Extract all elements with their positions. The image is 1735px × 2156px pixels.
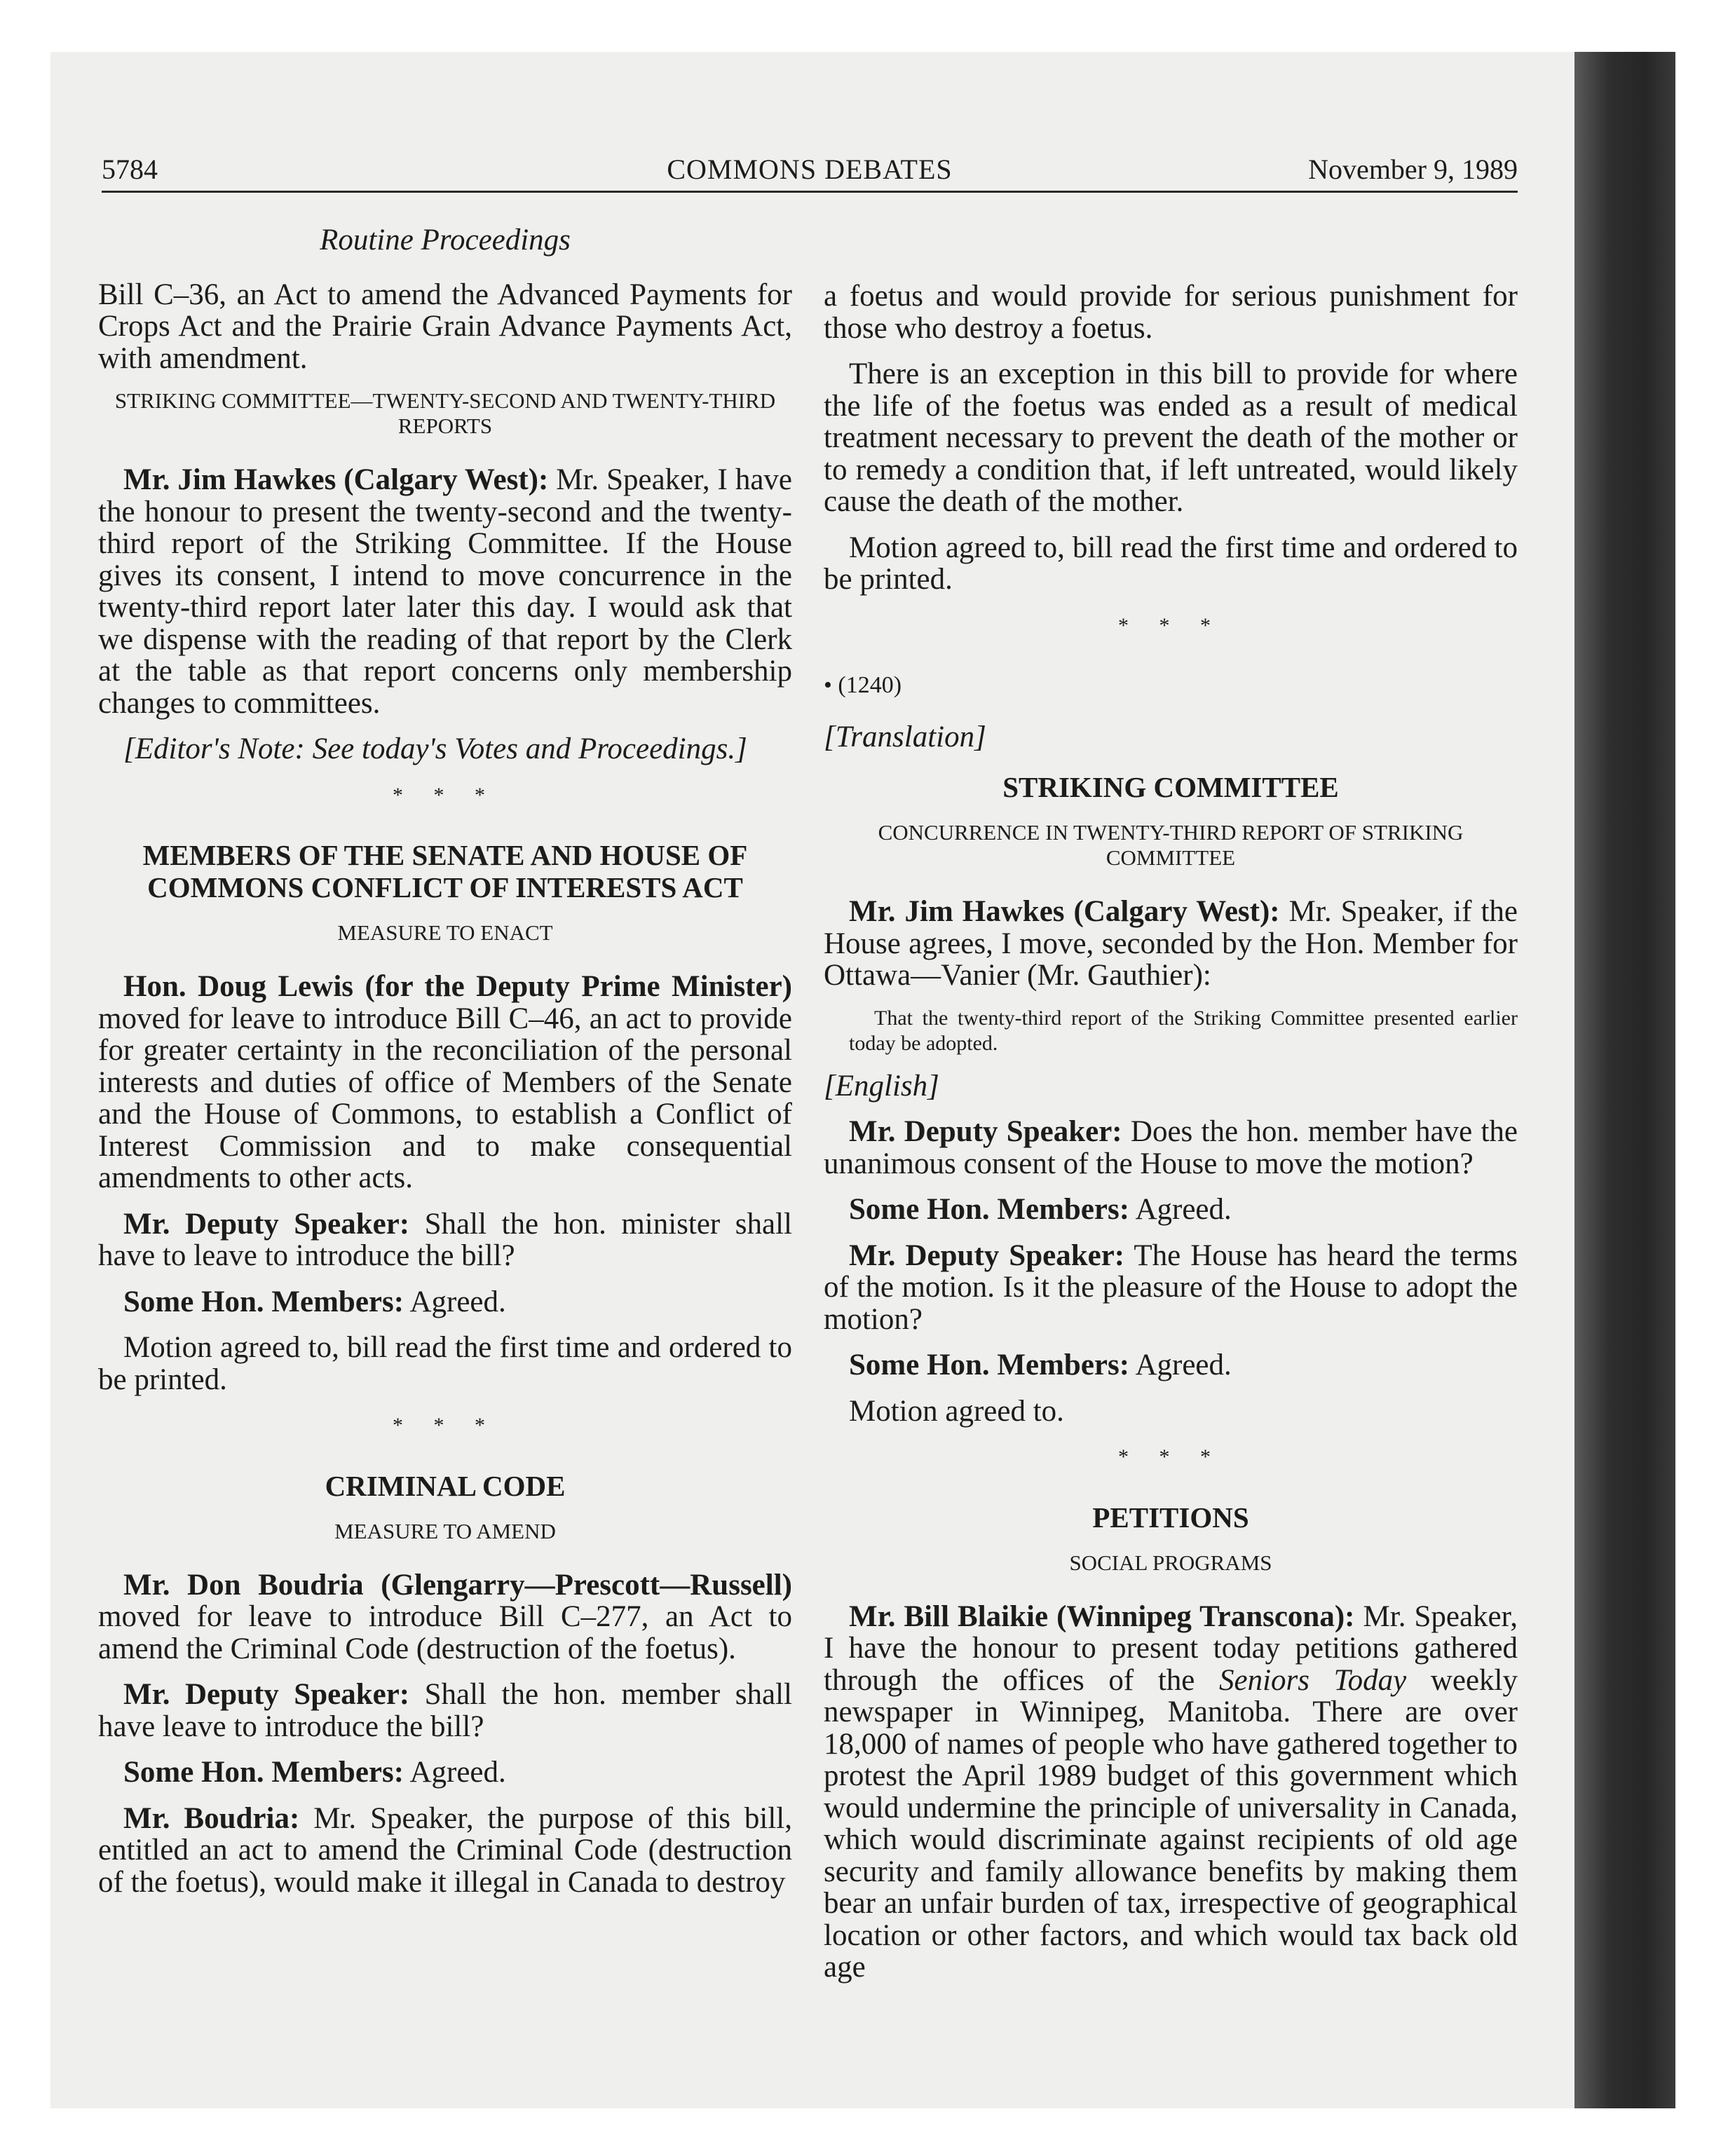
paragraph-lewis xyxy=(98,971,792,1194)
section-divider: * * * xyxy=(1118,1445,1223,1468)
section-divider: * * * xyxy=(1118,613,1223,637)
left-column xyxy=(98,224,792,1912)
paragraph-members xyxy=(98,1286,792,1318)
paragraph-members xyxy=(824,1349,1518,1381)
language-marker-english: [English] xyxy=(824,1069,939,1103)
page-binding-shadow xyxy=(1574,52,1675,2108)
speech-text: Agreed. xyxy=(404,1756,506,1789)
speech-text: Mr. Speaker, if the House agrees, I move, seconded by the Hon. Member for Ottawa—Vanier (Mr. Gauthier): xyxy=(824,895,1518,992)
subheading-concurrence: CONCURRENCE IN TWENTY-THIRD REPORT OF STRIKING COMMITTEE xyxy=(878,820,1464,870)
paragraph-exception: There is an exception in this bill to provide for where the life of the foetus was ended as a result of medical treatment necessary to prevent the death of the mother or to remedy a condition that, if left untreated, would likely cause the death of the mother. xyxy=(824,357,1518,518)
heading-petitions: PETITIONS xyxy=(1092,1501,1249,1534)
running-header xyxy=(102,149,1518,193)
speaker-name: Some Hon. Members: xyxy=(849,1193,1130,1226)
publication-name: Seniors Today xyxy=(1219,1663,1407,1697)
paragraph-deputy-speaker xyxy=(824,1240,1518,1336)
paragraph-boudria xyxy=(98,1569,792,1665)
speech-text: Mr. Speaker, I have the honour to present today petitions gathered through the offices of the xyxy=(824,1599,1518,1697)
speech-text: Mr. Speaker, the purpose of this bill, entitled an act to amend the Criminal Code (destruction of the foetus), would make it illegal in Canada to destroy xyxy=(98,1801,792,1899)
speaker-name: Some Hon. Members: xyxy=(123,1285,404,1318)
subheading-striking-reports: STRIKING COMMITTEE—TWENTY-SECOND AND TWENTY-THIRD REPORTS xyxy=(114,388,776,438)
speech-text: Shall the hon. minister shall have to leave to introduce the bill? xyxy=(98,1207,792,1272)
paragraph-blaikie xyxy=(824,1601,1518,1984)
paragraph-deputy-speaker xyxy=(98,1679,792,1742)
speech-text: Agreed. xyxy=(1129,1193,1232,1226)
paragraph-members xyxy=(98,1756,792,1789)
speaker-name: Some Hon. Members: xyxy=(123,1756,404,1789)
timestamp: • (1240) xyxy=(824,672,902,698)
paragraph-motion: Motion agreed to, bill read the first time and ordered to be printed. xyxy=(98,1331,792,1396)
speaker-name: Mr. Bill Blaikie (Winnipeg Transcona): xyxy=(849,1599,1355,1633)
speaker-name: Mr. Don Boudria (Glengarry—Prescott—Russell) xyxy=(123,1568,792,1602)
speech-text: Does the hon. member have the unanimous consent of the House to move the motion? xyxy=(824,1115,1518,1180)
section-divider: * * * xyxy=(393,783,498,807)
speech-text: moved for leave to introduce Bill C–277, an Act to amend the Criminal Code (destruction of the foetus). xyxy=(98,1600,792,1665)
motion-quote: That the twenty-third report of the Striking Committee presented earlier today be adopted. xyxy=(849,1006,1518,1055)
subheading-measure-to-amend: MEASURE TO AMEND xyxy=(334,1518,556,1543)
speaker-name: Mr. Jim Hawkes (Calgary West): xyxy=(123,463,549,496)
speech-text: Agreed. xyxy=(404,1285,506,1318)
paragraph-bill-c36: Bill C–36, an Act to amend the Advanced Payments for Crops Act and the Prairie Grain Advance Payments Act, with amendment. xyxy=(98,278,792,375)
speech-text: moved for leave to introduce Bill C–46, an act to provide for greater certainty in the reconciliation of the personal interests and duties of office of Members of the Senate and the House of Commons, to establish a Conflict of Interest Commission and to make consequential amendments to other acts. xyxy=(98,1002,792,1194)
paragraph-motion: Motion agreed to, bill read the first time and ordered to be printed. xyxy=(824,531,1518,596)
speaker-name: Mr. Boudria: xyxy=(123,1801,300,1835)
right-column xyxy=(824,280,1518,1998)
paragraph-boudria-purpose xyxy=(98,1803,792,1899)
speaker-name: Some Hon. Members: xyxy=(849,1349,1130,1381)
speaker-name: Mr. Deputy Speaker: xyxy=(849,1239,1125,1272)
speaker-name: Hon. Doug Lewis (for the Deputy Prime Minister) xyxy=(123,970,792,1003)
subheading-social-programs: SOCIAL PROGRAMS xyxy=(1069,1550,1272,1575)
speech-text: Mr. Speaker, I have the honour to present the twenty-second and the twenty-third report of the Striking Committee. If the House gives its consent, I intend to move concurrence in the twenty-third report later later this day. I would ask that we dispense with the reading of that report by the Clerk at the table as that report concerns only membership changes to committees. xyxy=(98,463,792,720)
editor-note: [Editor's Note: See today's Votes and Proceedings.] xyxy=(123,732,747,765)
speaker-name: Mr. Jim Hawkes (Calgary West): xyxy=(849,895,1280,928)
subheading-measure-to-enact: MEASURE TO ENACT xyxy=(337,920,553,945)
paragraph-deputy-speaker xyxy=(98,1208,792,1272)
heading-criminal-code: CRIMINAL CODE xyxy=(325,1469,566,1502)
speech-text: Agreed. xyxy=(1129,1349,1232,1381)
page-number: 5784 xyxy=(102,153,158,185)
language-marker-translation: [Translation] xyxy=(824,720,986,753)
speech-text: The House has heard the terms of the motion. Is it the pleasure of the House to adopt the motion? xyxy=(824,1239,1518,1336)
speaker-name: Mr. Deputy Speaker: xyxy=(123,1678,410,1711)
paragraph-deputy-speaker xyxy=(824,1116,1518,1180)
speaker-name: Mr. Deputy Speaker: xyxy=(849,1115,1122,1148)
heading-striking-committee: STRIKING COMMITTEE xyxy=(1002,771,1339,803)
heading-senate-act: MEMBERS OF THE SENATE AND HOUSE OF COMMONS CONFLICT OF INTERESTS ACT xyxy=(142,839,748,903)
header-date: November 9, 1989 xyxy=(1308,153,1518,185)
section-title: Routine Proceedings xyxy=(320,224,571,257)
paragraph-continuation: a foetus and would provide for serious punishment for those who destroy a foetus. xyxy=(824,280,1518,345)
speech-text: Shall the hon. member shall have leave to introduce the bill? xyxy=(98,1678,792,1743)
speech-text: weekly newspaper in Winnipeg, Manitoba. There are over 18,000 of names of people who have gathered together to protest the April 1989 budget of this government which would undermine the principle of universality in Canada, which would discriminate against recipients of old age security and family allowance benefits by making them bear an unfair burden of tax, irrespective of geographical location or other factors, and which would tax back old age xyxy=(824,1663,1518,1984)
speaker-name: Mr. Deputy Speaker: xyxy=(123,1207,410,1241)
paragraph-hawkes xyxy=(98,464,792,719)
paragraph-motion: Motion agreed to. xyxy=(849,1394,1064,1428)
paragraph-hawkes-motion xyxy=(824,896,1518,992)
section-divider: * * * xyxy=(393,1414,498,1437)
publication-title: COMMONS DEBATES xyxy=(667,153,953,185)
paragraph-members xyxy=(824,1194,1518,1226)
